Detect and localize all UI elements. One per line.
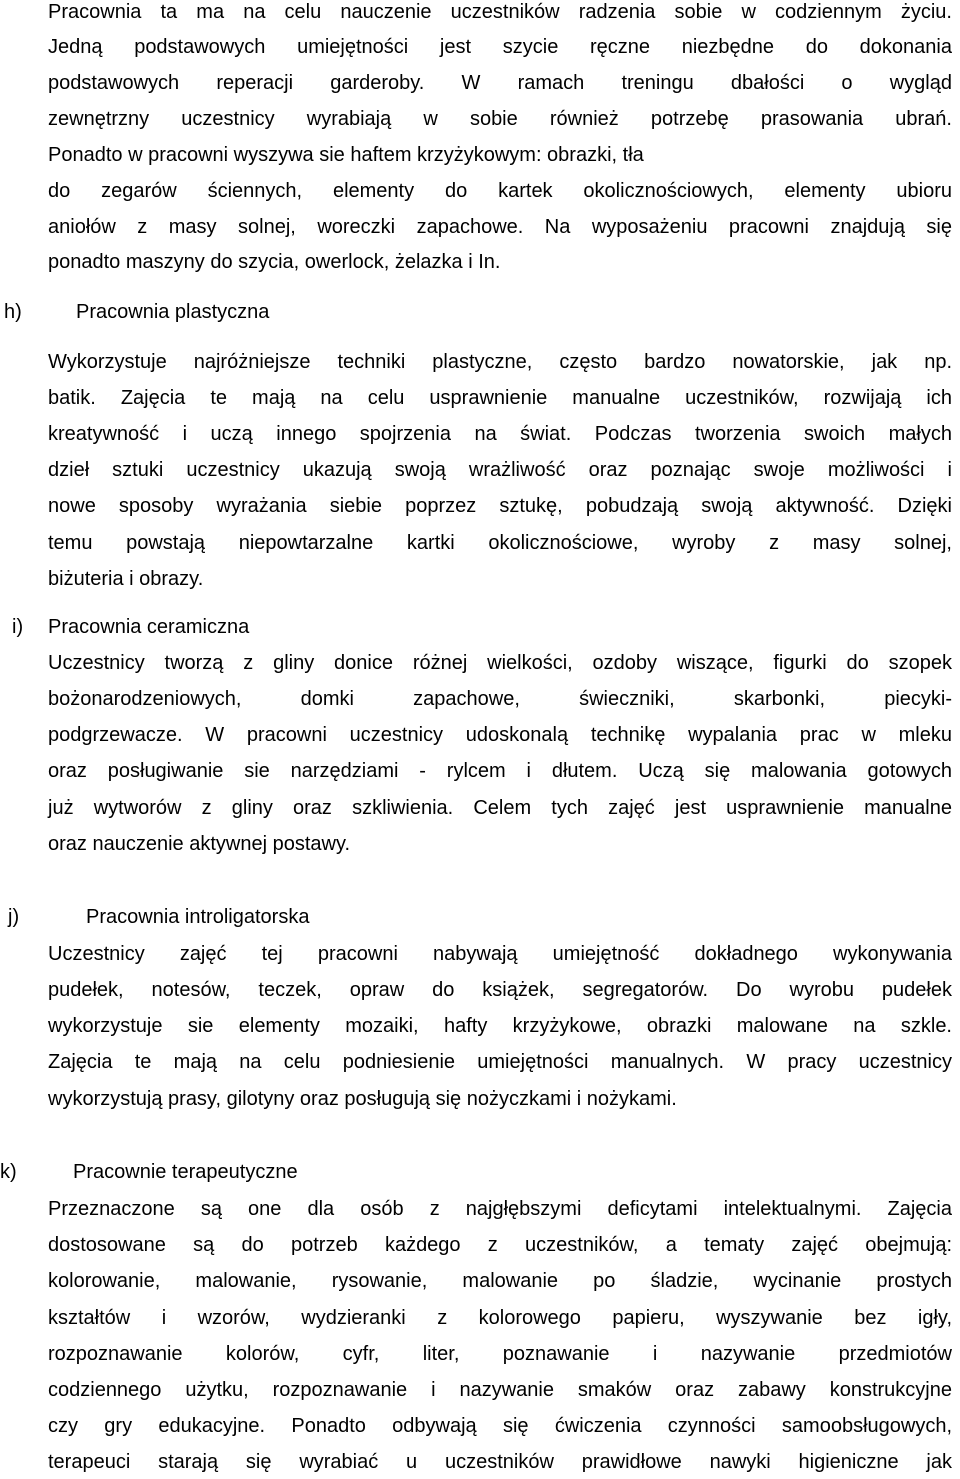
section-line: nowe sposoby wyrażania siebie poprzez sztukę, pobudzają swoją aktywność. Dzięki [48, 495, 952, 517]
intro-line: Ponadto w pracowni wyszywa sie haftem krzyżykowym: obrazki, tła [48, 144, 644, 166]
section-line: oraz nauczenie aktywnej postawy. [48, 833, 351, 855]
section-line: Przeznaczone są one dla osób z najgłębszymi deficytami intelektualnymi. Zajęcia [48, 1198, 952, 1220]
section-line: podgrzewacze. W pracowni uczestnicy udoskonalą technikę wypalania prac w mleku [48, 724, 952, 746]
section-line: temu powstają niepowtarzalne kartki okolicznościowe, wyroby z masy solnej, [48, 532, 952, 554]
section-line: Wykorzystuje najróżniejsze techniki plastyczne, często bardzo nowatorskie, jak np. [48, 351, 952, 373]
section-line: kształtów i wzorów, wydzieranki z kolorowego papieru, wyszywanie bez igły, [48, 1307, 952, 1329]
section-line: Uczestnicy zajęć tej pracowni nabywają umiejętność dokładnego wykonywania [48, 943, 952, 965]
intro-line: podstawowych reperacji garderoby. W ramach treningu dbałości o wygląd [48, 72, 952, 94]
section-marker: k) [0, 1161, 17, 1183]
section-marker: i) [12, 616, 24, 638]
section-line: wykorzystują prasy, gilotyny oraz posługują się nożyczkami i nożykami. [48, 1088, 677, 1110]
section-line: batik. Zajęcia te mają na celu usprawnienie manualne uczestników, rozwijają ich [48, 387, 952, 409]
section-line: codziennego użytku, rozpoznawanie i nazywanie smaków oraz zabawy konstrukcyjne [48, 1379, 952, 1401]
section-line: Zajęcia te mają na celu podniesienie umiejętności manualnych. W pracy uczestnicy [48, 1051, 952, 1073]
intro-line: zewnętrzny uczestnicy wyrabiają w sobie również potrzebę prasowania ubrań. [48, 108, 952, 130]
section-line: czy gry edukacyjne. Ponadto odbywają się ćwiczenia czynności samoobsługowych, [48, 1415, 952, 1437]
section-marker: j) [8, 906, 20, 928]
intro-line: Pracownia ta ma na celu nauczenie uczestników radzenia sobie w codziennym życiu. [48, 1, 952, 23]
section-line: rozpoznawanie kolorów, cyfr, liter, poznawanie i nazywanie przedmiotów [48, 1343, 952, 1365]
section-line: już wytworów z gliny oraz szkliwienia. Celem tych zajęć jest usprawnienie manualne [48, 797, 952, 819]
section-line: dostosowane są do potrzeb każdego z uczestników, a tematy zajęć obejmują: [48, 1234, 952, 1256]
section-line: kreatywność i uczą innego spojrzenia na świat. Podczas tworzenia swoich małych [48, 423, 952, 445]
intro-line: aniołów z masy solnej, woreczki zapachowe. Na wyposażeniu pracowni znajdują się [48, 216, 952, 238]
section-line: kolorowanie, malowanie, rysowanie, malowanie po śladzie, wycinanie prostych [48, 1270, 952, 1292]
section-line: Uczestnicy tworzą z gliny donice różnej wielkości, ozdoby wiszące, figurki do szopek [48, 652, 952, 674]
section-line: oraz posługiwanie sie narzędziami - rylcem i dłutem. Uczą się malowania gotowych [48, 760, 952, 782]
section-title: Pracownia introligatorska [86, 906, 310, 928]
section-line: bożonarodzeniowych, domki zapachowe, świeczniki, skarbonki, piecyki- [48, 688, 952, 710]
section-line: dzieł sztuki uczestnicy ukazują swoją wrażliwość oraz poznając swoje możliwości i [48, 459, 952, 481]
section-title: Pracownie terapeutyczne [73, 1161, 298, 1183]
section-line: pudełek, notesów, teczek, opraw do książek, segregatorów. Do wyrobu pudełek [48, 979, 952, 1001]
intro-line: ponadto maszyny do szycia, owerlock, żelazka i In. [48, 251, 501, 273]
section-line: terapeuci starają się wyrabiać u uczestników prawidłowe nawyki higieniczne jak [48, 1451, 952, 1473]
section-line: biżuteria i obrazy. [48, 568, 204, 590]
section-marker: h) [4, 301, 22, 323]
section-line: wykorzystuje sie elementy mozaiki, hafty krzyżykowe, obrazki malowane na szkle. [48, 1015, 952, 1037]
intro-line: do zegarów ściennych, elementy do kartek okolicznościowych, elementy ubioru [48, 180, 952, 202]
section-title: Pracownia plastyczna [76, 301, 270, 323]
intro-line: Jedną podstawowych umiejętności jest szycie ręczne niezbędne do dokonania [48, 36, 952, 58]
section-title: Pracownia ceramiczna [48, 616, 250, 638]
